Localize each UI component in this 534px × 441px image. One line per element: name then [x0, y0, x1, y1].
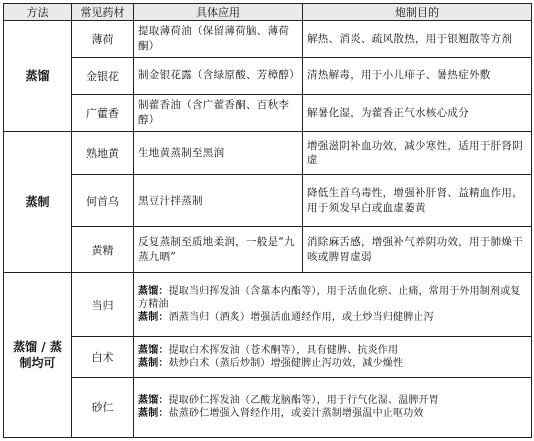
- application-cell: 生地黄蒸制至黑润: [134, 132, 303, 175]
- steaming-label: 蒸制：: [138, 408, 169, 420]
- distillation-text: 提取砂仁挥发油（乙酸龙脑酯等），用于行气化湿、温脾开胃: [168, 395, 440, 407]
- combined-description-cell: [134, 273, 532, 336]
- herb-cell: 何首乌: [72, 175, 134, 227]
- herb-cell: 广藿香: [72, 94, 134, 132]
- header-purpose: 炮制目的: [303, 4, 532, 21]
- table-row: [4, 94, 532, 132]
- distillation-note: [138, 285, 527, 311]
- application-cell: 反复蒸制至质地柔润，一般是“九蒸九晒”: [134, 227, 303, 273]
- combined-description-cell: [134, 336, 532, 377]
- method-cell-distillation: 蒸馏: [4, 21, 72, 132]
- distillation-note: [138, 344, 527, 357]
- purpose-cell: 消除麻舌感，增强补气养阴功效，用于肺燥干咳或脾胃虚弱: [303, 227, 532, 273]
- herb-cell: 当归: [72, 273, 134, 336]
- purpose-cell: 清热解毒，用于小儿痱子、暑热症外敷: [303, 57, 532, 94]
- steaming-note: [138, 407, 527, 420]
- application-cell: 制金银花露（含绿原酸、芳樟醇）: [134, 57, 303, 94]
- method-cell-both: [4, 273, 72, 438]
- application-cell: 黑豆汁拌蒸制: [134, 175, 303, 227]
- steaming-note: [138, 357, 527, 370]
- herb-cell: 薄荷: [72, 21, 134, 58]
- table-row: [4, 175, 532, 227]
- processing-methods-table: [3, 3, 532, 438]
- steaming-note: [138, 311, 527, 324]
- table-row: [4, 132, 532, 175]
- steaming-text: 盐蒸砂仁增强入肾经作用，或姜汁蒸制增强温中止呕功效: [168, 408, 424, 420]
- table-row: [4, 377, 532, 437]
- application-cell: 提取薄荷油（保留薄荷脑、薄荷酮）: [134, 21, 303, 58]
- distillation-text: 提取白术挥发油（苍术酮等），具有健脾、抗炎作用: [168, 344, 399, 356]
- purpose-cell: 解热、消炎、疏风散热，用于银翘散等方剂: [303, 21, 532, 58]
- purpose-cell: 增强滋阴补血功效，减少寒性，适用于肝肾阴虚: [303, 132, 532, 175]
- table-row: [4, 57, 532, 94]
- method-line-2: 制均可: [19, 356, 56, 371]
- table-row: [4, 336, 532, 377]
- herb-cell: 金银花: [72, 57, 134, 94]
- steaming-label: 蒸制：: [138, 357, 169, 369]
- steaming-label: 蒸制：: [138, 312, 169, 324]
- herb-cell: 砂仁: [72, 377, 134, 437]
- distillation-label: 蒸馏：: [138, 286, 169, 298]
- distillation-label: 蒸馏：: [138, 395, 169, 407]
- purpose-cell: 解暑化湿，为藿香正气水核心成分: [303, 94, 532, 132]
- header-method: 方法: [4, 4, 72, 21]
- herb-cell: 白术: [72, 336, 134, 377]
- herb-cell: 黄精: [72, 227, 134, 273]
- table-row: [4, 273, 532, 336]
- application-cell: 制藿香油（含广藿香酮、百秋李醇）: [134, 94, 303, 132]
- header-herb: 常见药材: [72, 4, 134, 21]
- distillation-text: 提取当归挥发油（含藁本内酯等），用于活血化瘀、止痛，常用于外用制剂或复方精油: [138, 286, 521, 311]
- steaming-text: 酒蒸当归（酒炙）增强活血通经作用，或土炒当归健脾止泻: [168, 312, 434, 324]
- table-row: [4, 227, 532, 273]
- combined-description-cell: [134, 377, 532, 437]
- table-row: [4, 21, 532, 58]
- header-application: 具体应用: [134, 4, 303, 21]
- method-cell-steaming: 蒸制: [4, 132, 72, 273]
- distillation-note: [138, 394, 527, 407]
- steaming-text: 麸炒白术（蒸后炒制）增强健脾止泻功效，减少燥性: [168, 357, 404, 369]
- purpose-cell: 降低生首乌毒性，增强补肝肾、益精血作用，用于须发早白或血虚萎黄: [303, 175, 532, 227]
- table-header-row: [4, 4, 532, 21]
- method-line-1: 蒸馏 / 蒸: [13, 340, 62, 355]
- distillation-label: 蒸馏：: [138, 344, 169, 356]
- herb-cell: 熟地黄: [72, 132, 134, 175]
